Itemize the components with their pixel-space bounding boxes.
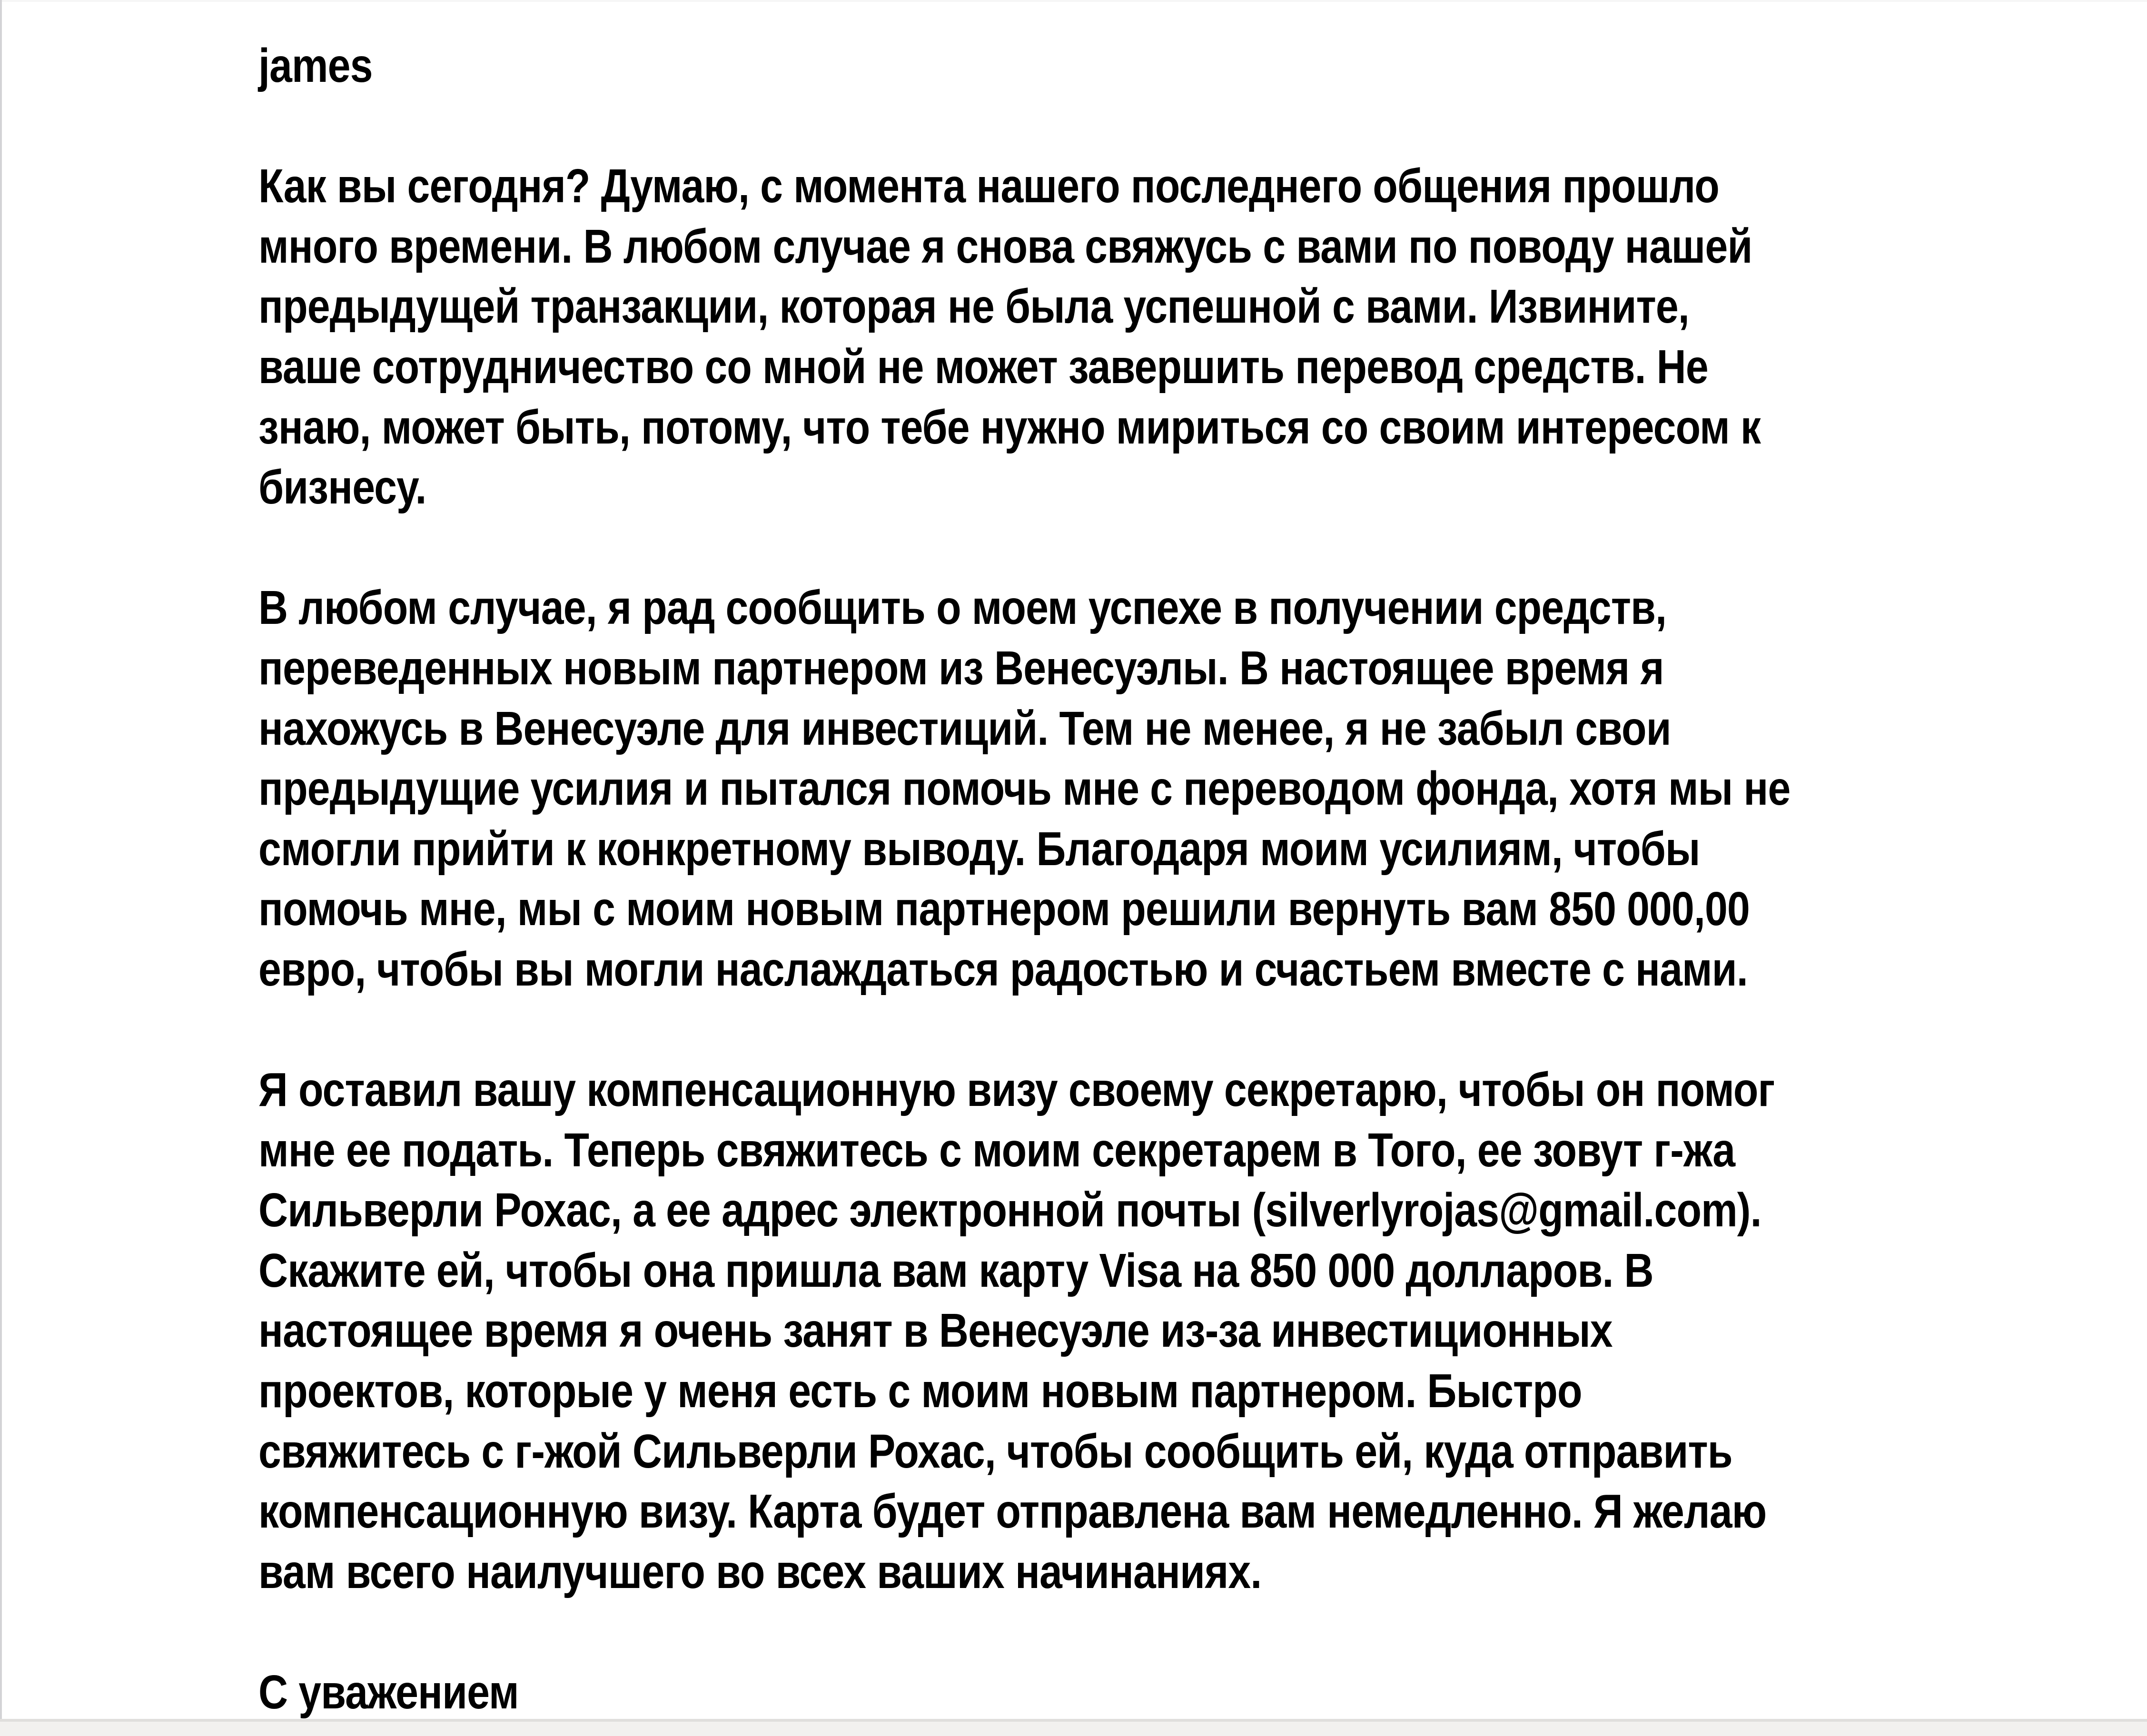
text-line: Сильверли Рохас, а ее адрес электронной почты (silverlyrojas@gmail.com). <box>258 1184 1761 1237</box>
text-line: помочь мне, мы с моим новым партнером решили вернуть вам 850 000,00 <box>258 882 1750 936</box>
text-line: смогли прийти к конкретному выводу. Благодаря моим усилиям, чтобы <box>258 822 1700 876</box>
text-line: предыдущей транзакции, которая не была успешной с вами. Извините, <box>258 280 1689 334</box>
text-line: переведенных новым партнером из Венесуэлы. В настоящее время я <box>258 641 1664 695</box>
closing: С уважением <box>258 1666 519 1719</box>
text-line: вам всего наилучшего во всех ваших начинаниях. <box>258 1545 1262 1598</box>
paragraph-1 <box>258 156 1900 518</box>
letter-body <box>258 36 1900 1719</box>
text-line: настоящее время я очень занят в Венесуэле из-за инвестиционных <box>258 1304 1613 1358</box>
paragraph-3 <box>258 1060 1900 1602</box>
text-line: В любом случае, я рад сообщить о моем успехе в получении средств, <box>258 581 1667 635</box>
text-line: евро, чтобы вы могли наслаждаться радостью и счастьем вместе с нами. <box>258 942 1748 996</box>
text-line: много времени. В любом случае я снова свяжусь с вами по поводу нашей <box>258 219 1752 273</box>
text-line: компенсационную визу. Карта будет отправлена вам немедленно. Я желаю <box>258 1485 1767 1539</box>
text-line: Я оставил вашу компенсационную визу своему секретарю, чтобы он помог <box>258 1063 1775 1117</box>
text-line: проектов, которые у меня есть с моим новым партнером. Быстро <box>258 1364 1582 1418</box>
text-line: свяжитесь с г-жой Сильверли Рохас, чтобы сообщить ей, куда отправить <box>258 1424 1732 1478</box>
blank-line <box>258 1602 1900 1662</box>
document-page <box>2 2 2147 1719</box>
text-line: предыдущие усилия и пытался помочь мне с переводом фонда, хотя мы не <box>258 762 1791 816</box>
blank-line <box>258 1000 1900 1060</box>
text-line: Как вы сегодня? Думаю, с момента нашего последнего общения прошло <box>258 159 1719 213</box>
text-line: знаю, может быть, потому, что тебе нужно мириться со своим интересом к <box>258 400 1761 454</box>
blank-line <box>258 518 1900 578</box>
text-line: нахожусь в Венесуэле для инвестиций. Тем не менее, я не забыл свои <box>258 701 1671 755</box>
salutation: james <box>258 39 373 92</box>
blank-line <box>258 96 1900 157</box>
text-line: бизнесу. <box>258 461 426 514</box>
text-line: ваше сотрудничество со мной не может завершить перевод средств. Не <box>258 340 1708 394</box>
text-line: Скажите ей, чтобы она пришла вам карту Visa на 850 000 долларов. В <box>258 1243 1653 1297</box>
paragraph-2 <box>258 578 1900 999</box>
bottom-strip <box>0 1722 2147 1736</box>
text-line: мне ее подать. Теперь свяжитесь с моим секретарем в Того, ее зовут г-жа <box>258 1123 1735 1177</box>
